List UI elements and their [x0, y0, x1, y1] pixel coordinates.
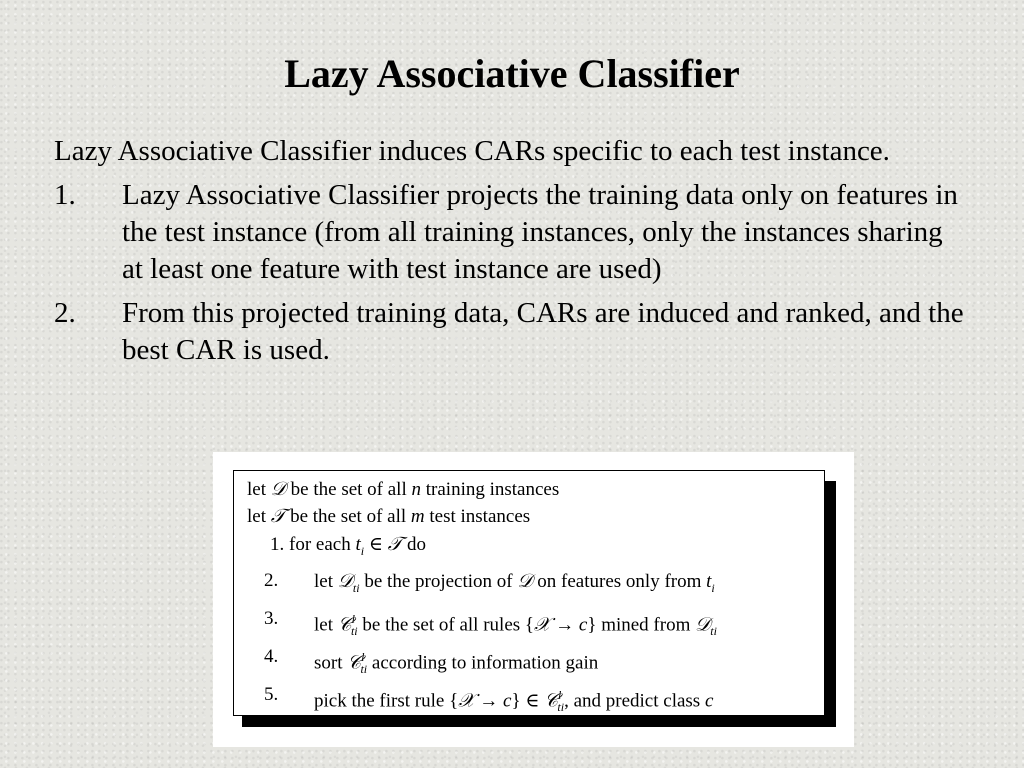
algo-step-1: 1. for each $t_i$ ∈ 𝒯 do: [270, 533, 426, 558]
intro-paragraph: Lazy Associative Classifier induces CARs specific to each test instance.: [54, 135, 890, 167]
math-symbol-m: m: [410, 506, 425, 527]
algo-line-testset: let 𝒯 be the set of all m test instances: [247, 505, 531, 527]
step-number: 5.: [264, 684, 279, 705]
step-number: 1.: [270, 534, 285, 555]
slide-title: Lazy Associative Classifier: [284, 51, 740, 96]
list-item-2: [54, 295, 964, 369]
math-symbol-n: n: [411, 479, 421, 500]
math-symbol-T: 𝒯: [270, 505, 286, 527]
step-number: 3.: [264, 608, 279, 629]
algo-step-5: pick the first rule {𝒳 → c} ∈ 𝒞$^l_{ti}$, and predict class c: [314, 688, 714, 715]
algo-line-dataset: let 𝒟 be the set of all n training instances: [247, 478, 560, 500]
algo-step-3: let 𝒞$^l_{ti}$ be the set of all rules {𝒳 → c} mined from 𝒟$_{ti}$: [314, 612, 717, 639]
algorithm-box: [233, 470, 825, 716]
math-symbol-D: 𝒟: [270, 478, 286, 500]
slide-body: [54, 133, 964, 369]
list-item-1: [54, 177, 964, 288]
list-item-number: 1.: [54, 179, 76, 211]
step-number: 2.: [264, 570, 279, 591]
list-item-text: From this projected training data, CARs are induced and ranked, and the best CAR is used.: [122, 297, 964, 366]
algo-step-2: let 𝒟$_{ti}$ be the projection of 𝒟 on features only from $t_i$: [314, 570, 715, 595]
list-item-text: Lazy Associative Classifier projects the training data only on features in the test instance (from all training instances, only the instances sharing at least one feature with test instance are used): [122, 179, 958, 285]
step-number: 4.: [264, 646, 279, 667]
list-item-number: 2.: [54, 297, 76, 329]
algo-step-4: sort 𝒞$^l_{ti}$ according to information gain: [314, 650, 599, 677]
